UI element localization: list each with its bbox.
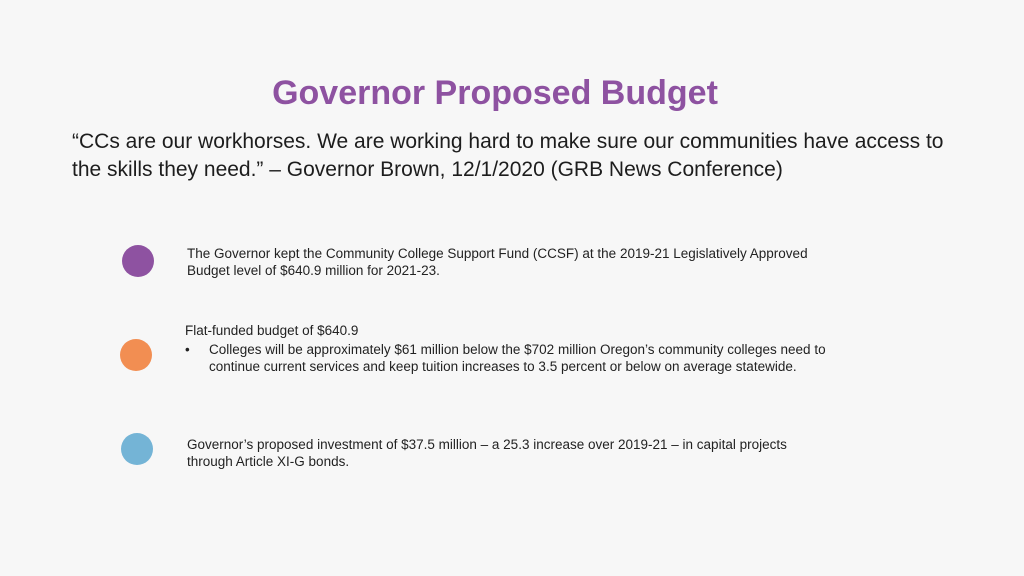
budget-item-flat-funded-text: Flat-funded budget of $640.9 — [185, 323, 359, 338]
orange-bullet-circle — [120, 339, 152, 371]
flat-funded-sub-list — [185, 341, 845, 375]
flat-funded-sub-item — [185, 341, 845, 375]
bullet-dot: • — [185, 342, 190, 357]
governor-quote: “CCs are our workhorses. We are working hard to make sure our communities have access to the skills they need.” – Governor Brown, 12/1/2020 (GRB News Conference) — [72, 130, 944, 181]
budget-item-capital-projects — [187, 436, 807, 470]
slide-title: Governor Proposed Budget — [272, 74, 718, 112]
budget-item-flat-funded — [185, 322, 845, 375]
flat-funded-sub-item-text: Colleges will be approximately $61 million below the $702 million Oregon’s community colleges need to continue current services and keep tuition increases to 3.5 percent or below on average statewide. — [209, 342, 826, 374]
budget-item-ccsf — [187, 245, 827, 279]
blue-bullet-circle — [121, 433, 153, 465]
budget-item-capital-projects-text: Governor’s proposed investment of $37.5 million – a 25.3 increase over 2019-21 – in capital projects through Article XI-G bonds. — [187, 437, 787, 469]
purple-bullet-circle — [122, 245, 154, 277]
budget-item-ccsf-text: The Governor kept the Community College Support Fund (CCSF) at the 2019-21 Legislatively Approved Budget level of $640.9 million for 2021-23. — [187, 246, 808, 278]
